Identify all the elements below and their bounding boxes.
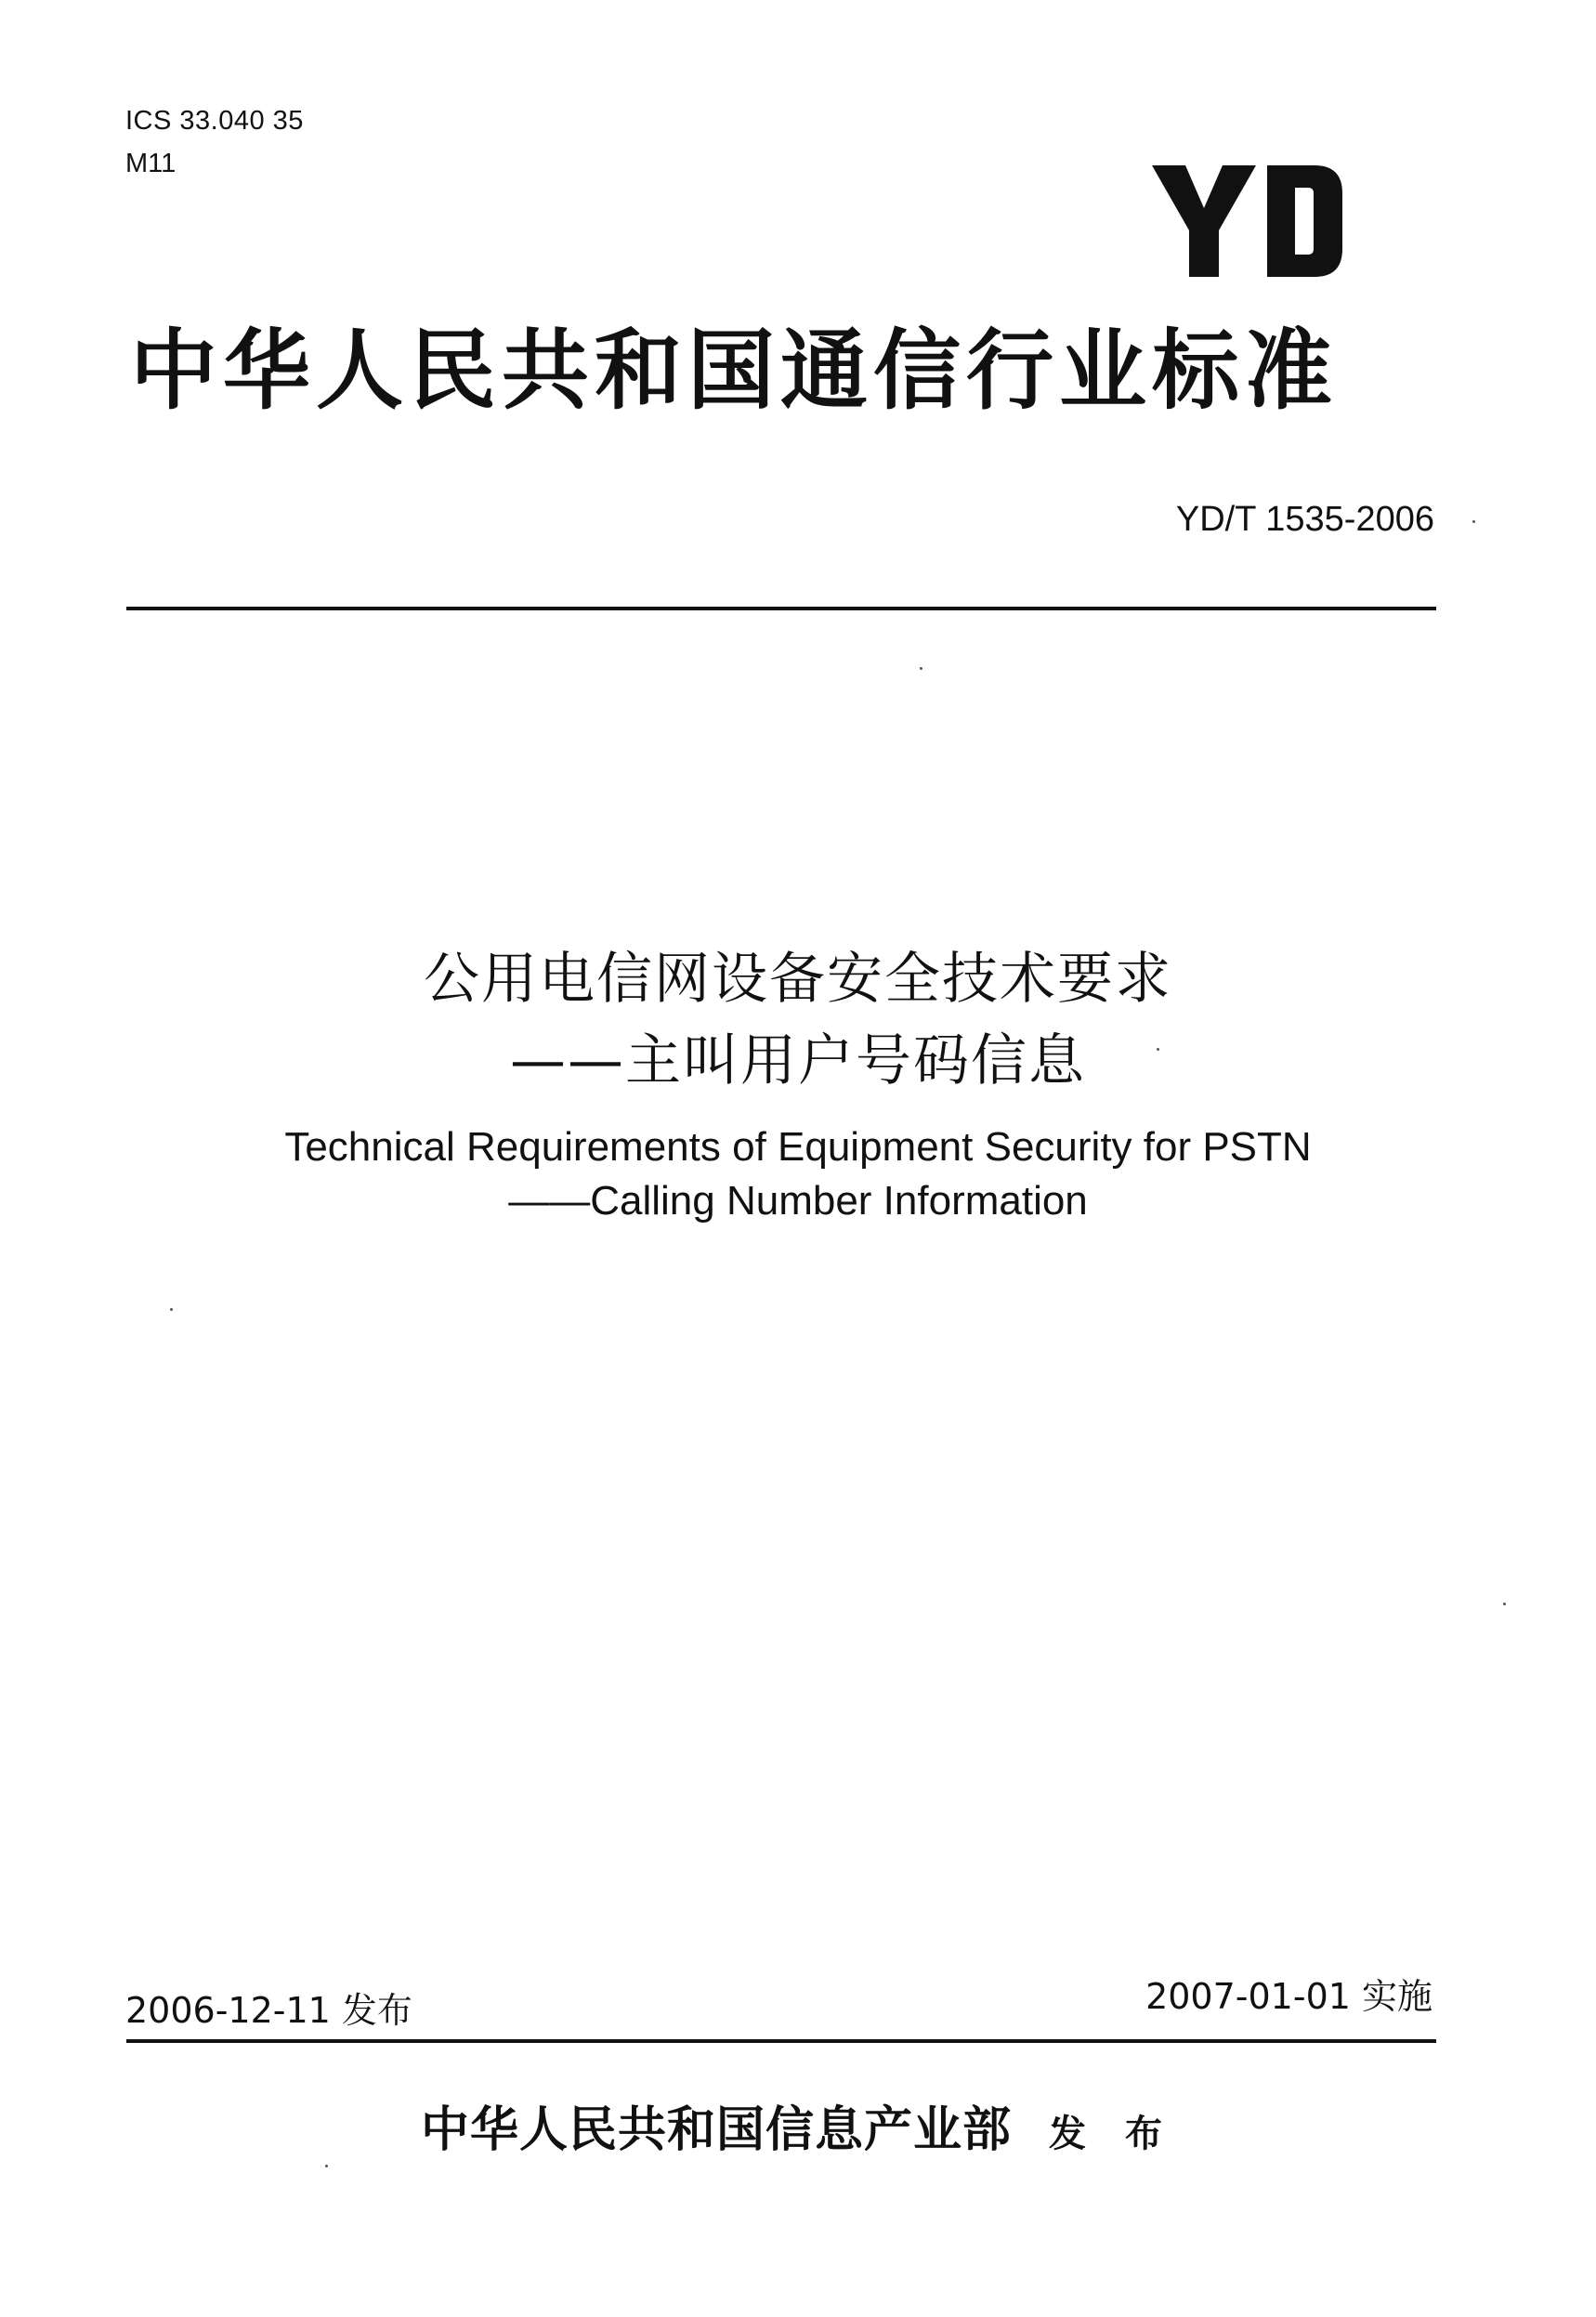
publisher-line <box>0 2098 1596 2166</box>
top-divider <box>126 607 1436 610</box>
bottom-divider <box>126 2039 1436 2043</box>
en-title-line-2: ——Calling Number Information <box>508 1178 1088 1224</box>
classification-code: M11 <box>125 149 177 178</box>
scan-speck <box>1503 1603 1506 1605</box>
zh-title-line-1: 公用电信网设备安全技术要求 <box>424 947 1172 1012</box>
implementation-date: 2007-01-01 实施 <box>1145 1976 1432 2017</box>
publisher-action: 发 布 <box>1049 2112 1175 2155</box>
zh-title-line-2: ——主叫用户号码信息 <box>510 1028 1086 1093</box>
yd-logo <box>1152 165 1342 277</box>
ics-code: ICS 33.040 35 <box>125 106 304 136</box>
scan-speck <box>170 1308 173 1311</box>
scan-speck <box>1472 520 1475 523</box>
publisher-name: 中华人民共和国信息产业部 <box>421 2101 1013 2158</box>
scan-speck <box>1157 1048 1159 1051</box>
scan-speck <box>325 2165 328 2167</box>
standard-number: YD/T 1535-2006 <box>1175 500 1434 539</box>
document-title-block <box>0 938 1596 1228</box>
en-title-line-1: Technical Requirements of Equipment Security for PSTN <box>284 1124 1312 1170</box>
issue-date: 2006-12-11 发布 <box>125 1990 412 2031</box>
main-title: 中华人民共和国通信行业标准 <box>130 321 1339 422</box>
scan-speck <box>920 667 922 670</box>
